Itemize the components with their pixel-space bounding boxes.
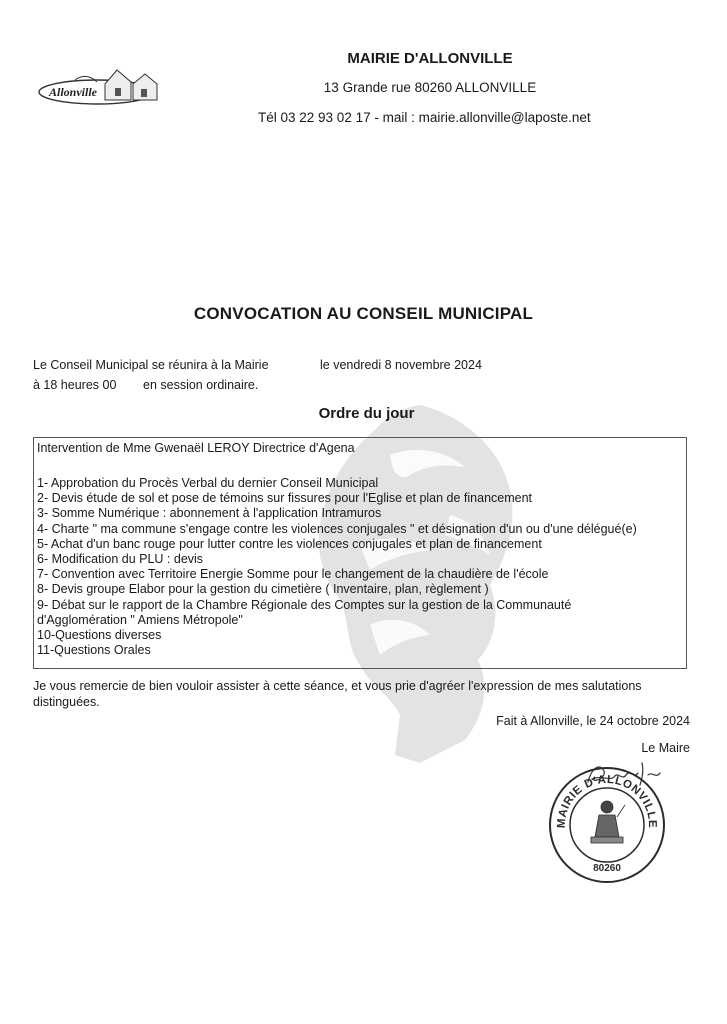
agenda-item: 4- Charte " ma commune s'engage contre les violences conjugales " et désignation d'un ou d'une délégué(e) — [37, 521, 637, 536]
stamp-postcode: 80260 — [593, 863, 621, 874]
signatory: Le Maire — [641, 741, 690, 755]
meeting-session: en session ordinaire. — [143, 378, 259, 392]
agenda-item: d'Agglomération " Amiens Métropole" — [37, 612, 243, 627]
stamp-text: MAIRIE D'ALLONVILLE — [555, 773, 659, 829]
agenda-item: 1- Approbation du Procès Verbal du dernier Conseil Municipal — [37, 476, 379, 490]
meeting-location: Le Conseil Municipal se réunira à la Mairie — [33, 358, 269, 372]
closing-text: Je vous remercie de bien vouloir assister à cette séance, et vous prie d'agréer l'expression de mes salutations distinguées. — [33, 679, 642, 709]
official-stamp — [547, 765, 667, 885]
agenda-box — [33, 437, 687, 669]
agenda-item: 2- Devis étude de sol et pose de témoins sur fissures pour l'Eglise et plan de financement — [37, 491, 533, 506]
agenda-item: 5- Achat d'un banc rouge pour lutter contre les violences conjugales et plan de financement — [37, 536, 542, 551]
agenda-item: 7- Convention avec Territoire Energie Somme pour le changement de la chaudière de l'école — [37, 567, 549, 582]
agenda-item: 3- Somme Numérique : abonnement à l'application Intramuros — [37, 506, 382, 521]
meeting-time: à 18 heures 00 — [33, 378, 117, 392]
allonville-logo — [35, 62, 170, 107]
logo-text: Allonville — [49, 85, 97, 99]
mairie-title: MAIRIE D'ALLONVILLE — [347, 50, 513, 67]
agenda-item: 9- Débat sur le rapport de la Chambre Régionale des Comptes sur la gestion de la Communauté — [37, 597, 572, 612]
mairie-contact: Tél 03 22 93 02 17 - mail : mairie.allonville@laposte.net — [258, 110, 591, 125]
agenda-item: 11-Questions Orales — [37, 643, 151, 658]
agenda-heading: Ordre du jour — [318, 405, 415, 422]
place-date: Fait à Allonville, le 24 octobre 2024 — [496, 714, 690, 728]
agenda-list — [37, 476, 637, 658]
agenda-intro: Intervention de Mme Gwenaël LEROY Directrice d'Agena — [37, 441, 355, 455]
meeting-date: le vendredi 8 novembre 2024 — [320, 358, 482, 372]
agenda-item: 8- Devis groupe Elabor pour la gestion du cimetière ( Inventaire, plan, règlement ) — [37, 582, 489, 597]
mairie-address: 13 Grande rue 80260 ALLONVILLE — [323, 80, 537, 95]
agenda-item: 10-Questions diverses — [37, 628, 162, 643]
agenda-item: 6- Modification du PLU : devis — [37, 552, 204, 567]
document-title: CONVOCATION AU CONSEIL MUNICIPAL — [193, 304, 534, 323]
